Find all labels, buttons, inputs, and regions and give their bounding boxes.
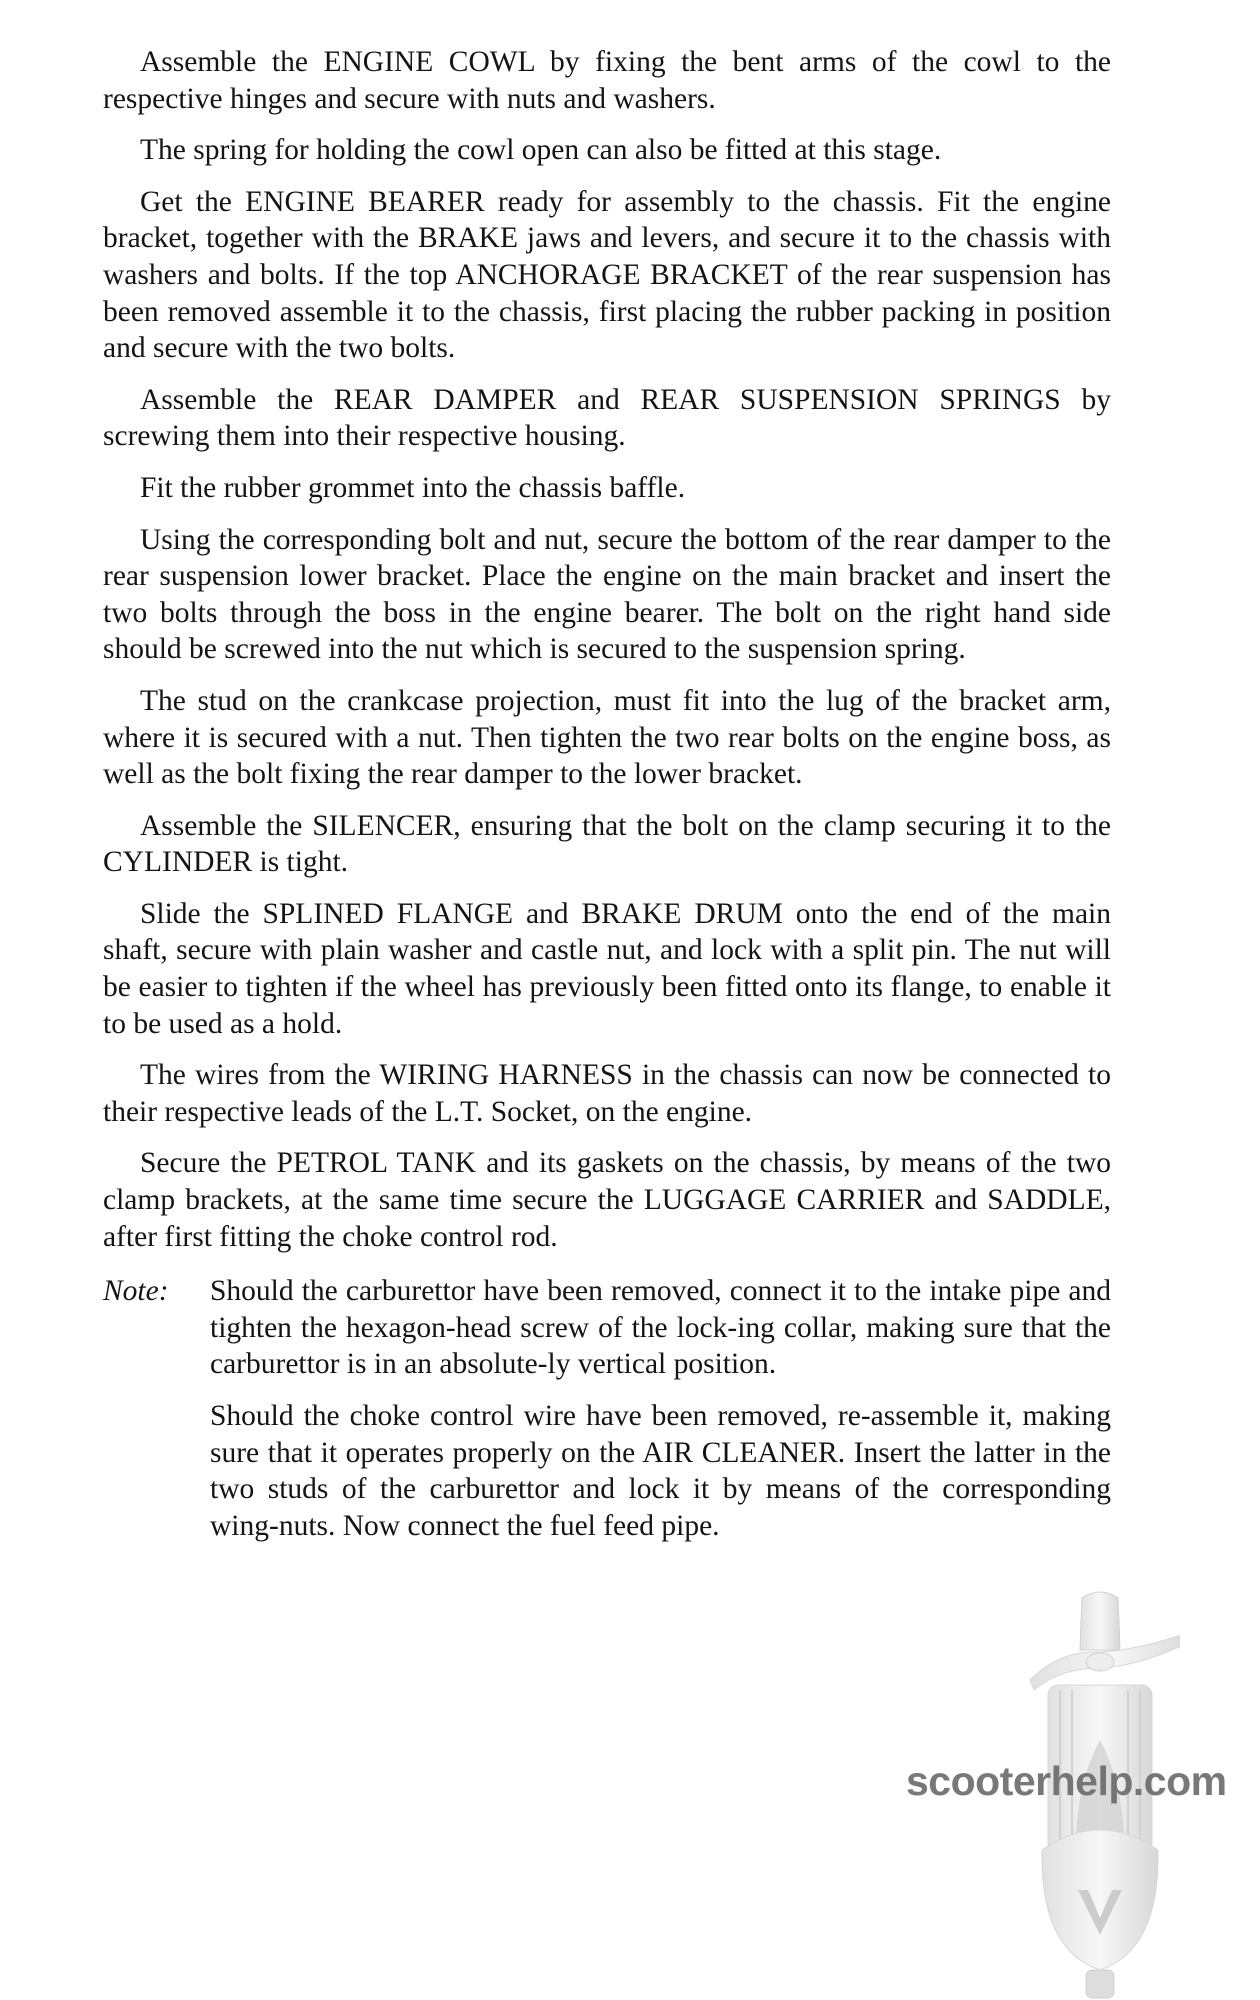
- paragraph-splined-flange: Slide the SPLINED FLANGE and BRAKE DRUM onto the end of the main shaft, secure with plain washer and castle nut, and lock with a split pin. The nut will be easier to tighten if the wheel has previously been fitted onto its flange, to enable it to be used as a hold.: [103, 897, 1111, 1040]
- paragraph-bolt-and-nut: Using the corresponding bolt and nut, secure the bottom of the rear damper to the rear suspension lower bracket. Place the engine on the main bracket and insert the two bolts through the boss in the engine bearer. The bolt on the right hand side should be screwed into the nut which is secured to the suspension spring.: [103, 523, 1111, 666]
- paragraph-petrol-tank: Secure the PETROL TANK and its gaskets on the chassis, by means of the two clamp brackets, at the same time secure the LUGGAGE CARRIER and SADDLE, after first fitting the choke control rod.: [103, 1147, 1111, 1253]
- paragraph-engine-bearer: Get the ENGINE BEARER ready for assembly to the chassis. Fit the engine bracket, together with the BRAKE jaws and levers, and secure it to the chassis with washers and bolts. If the top ANCHORAGE BRACKET of the rear suspension has been removed assemble it to the chassis, first placing the rubber packing in position and secure with the two bolts.: [103, 185, 1111, 365]
- note-paragraph-choke-control: Should the choke control wire have been removed, re-assemble it, making sure that it operates properly on the AIR CLEANER. Insert the latter in the two studs of the carburettor and lock it by means of the corresponding wing-nuts. Now connect the fuel feed pipe.: [210, 1400, 1111, 1542]
- note-label: Note:: [103, 1275, 169, 1308]
- paragraph-wiring-harness: The wires from the WIRING HARNESS in the chassis can now be connected to their respective leads of the L.T. Socket, on the engine.: [103, 1059, 1111, 1128]
- paragraph-cowl-spring: The spring for holding the cowl open can also be fitted at this stage.: [140, 134, 942, 167]
- paragraph-silencer: Assemble the SILENCER, ensuring that the bolt on the clamp securing it to the CYLINDER is tight.: [103, 809, 1111, 879]
- paragraph-rear-damper: Assemble the REAR DAMPER and REAR SUSPENSION SPRINGS by screwing them into their respective housing.: [103, 383, 1111, 453]
- paragraph-rubber-grommet: Fit the rubber grommet into the chassis baffle.: [140, 471, 686, 504]
- note-block: [103, 1273, 1111, 1559]
- paragraph-engine-cowl: Assemble the ENGINE COWL by fixing the bent arms of the cowl to the respective hinges and secure with nuts and washers.: [103, 46, 1111, 115]
- paragraph-crankcase-stud: The stud on the crankcase projection, must fit into the lug of the bracket arm, where it is secured with a nut. Then tighten the two rear bolts on the engine boss, as well as the bolt fixing the rear damper to the lower bracket.: [103, 684, 1111, 791]
- note-body: [210, 1273, 1111, 1559]
- watermark-text: scooterhelp.com: [906, 1758, 1227, 1804]
- note-paragraph-carburettor: Should the carburettor have been removed, connect it to the intake pipe and tighten the hexagon-head screw of the lock-ing collar, making sure that the carburettor is in an absolute-ly vertical position.: [210, 1275, 1111, 1381]
- manual-page: [103, 44, 1111, 1559]
